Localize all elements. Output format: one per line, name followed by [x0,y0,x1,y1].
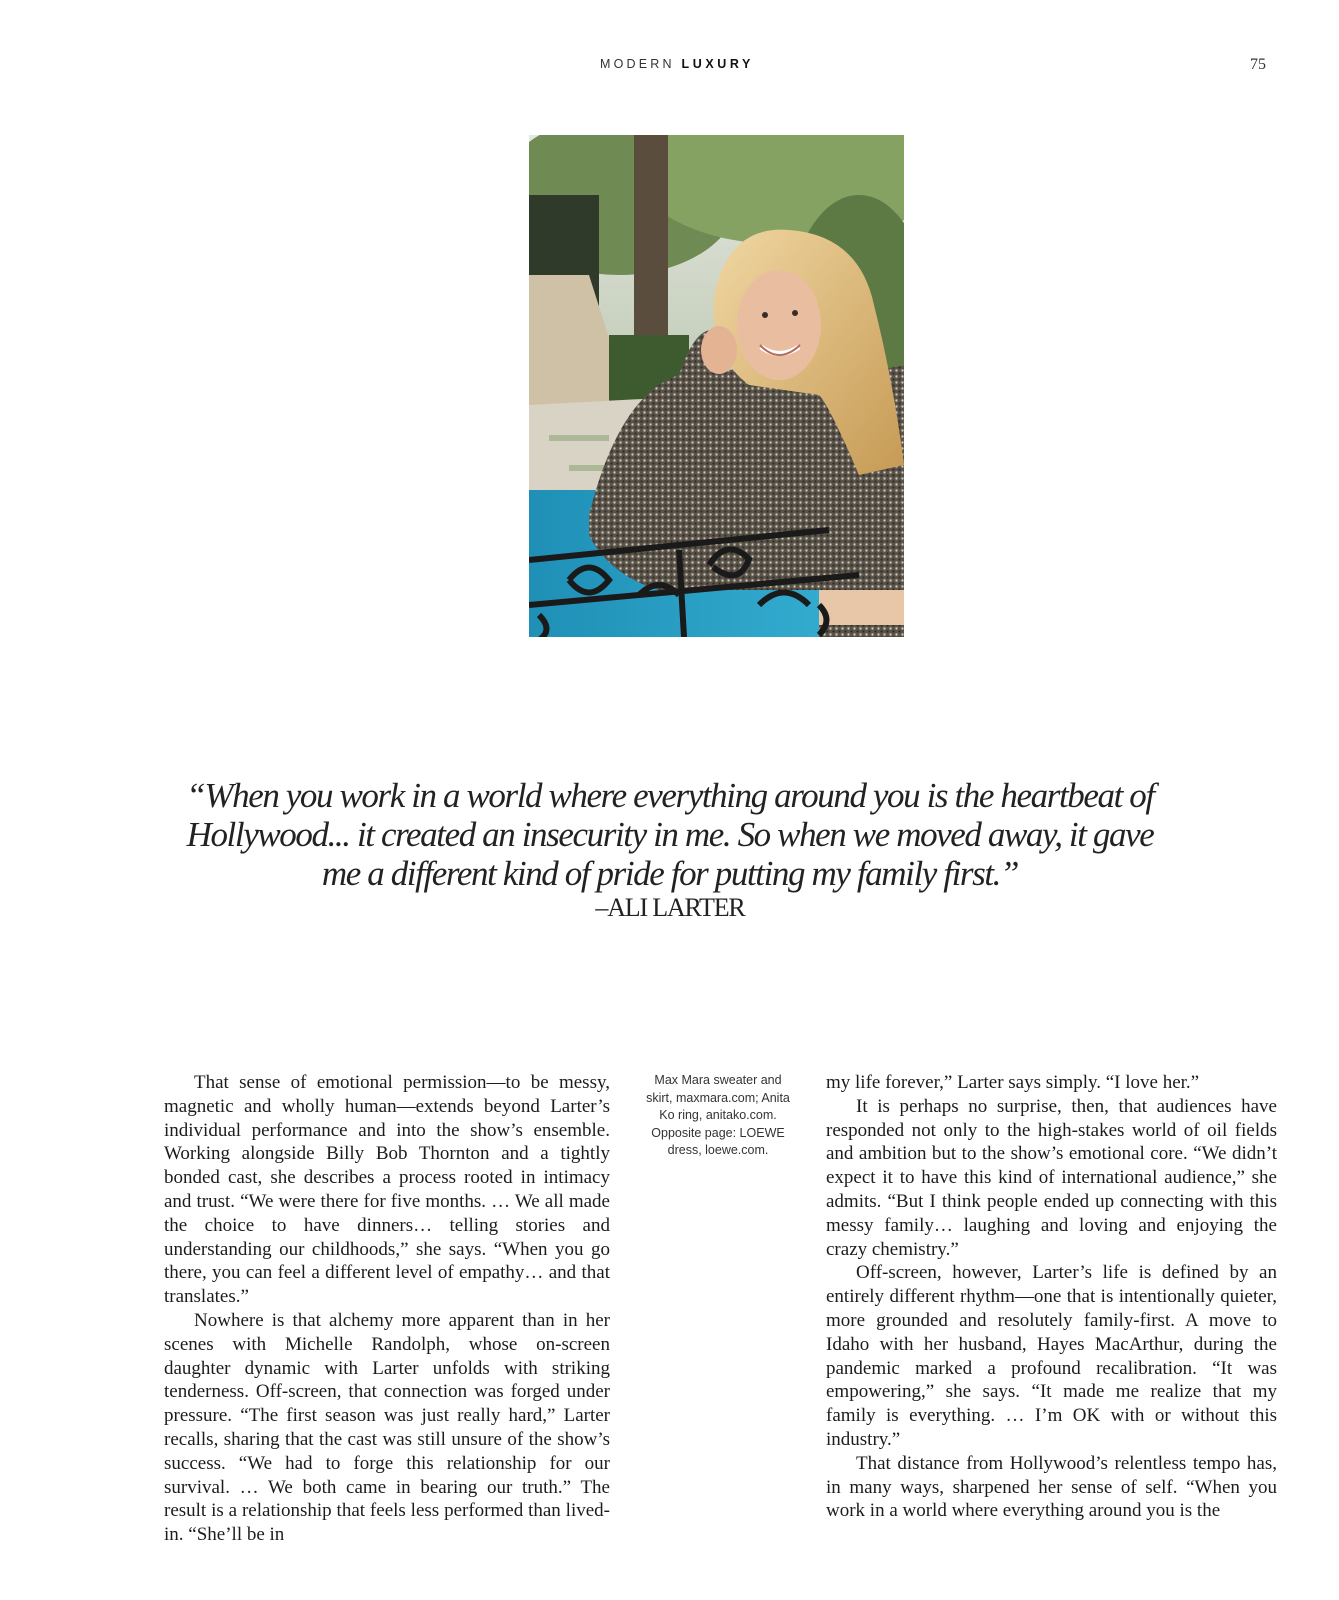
masthead-light: MODERN [600,57,675,71]
portrait-photo-icon [529,135,904,637]
article-paragraph: my life forever,” Larter says simply. “I love her.” [826,1072,1200,1093]
masthead-bold: LUXURY [681,57,754,71]
pull-quote: “When you work in a world where everything around you is the heartbeat of Hollywood... it created an insecurity in me. So when we moved away, it gave me a different kind of pride for putting my family first.” [186,776,1154,893]
article-paragraph: It is perhaps no surprise, then, that audiences have responded not only to the high-stakes world of oil fields and ambition but to the show’s emotional core. “We didn’t expect it to have this kind of international audience,” she admits. “But I think people ended up connecting with this messy family… laughing and loving and enjoying the crazy chemistry.” [826,1095,1277,1260]
masthead [600,57,820,71]
article-column-right [826,1071,1277,1523]
article-column-left [164,1071,610,1547]
pull-quote-attribution: –ALI LARTER [595,893,745,922]
photo-credit-caption: Max Mara sweater and skirt, maxmara.com; Anita Ko ring, anitako.com. Opposite page: LOEWE dress, loewe.com. [646,1073,790,1157]
article-paragraph: That sense of emotional permission—to be messy, magnetic and wholly human—extends beyond Larter’s individual performance and into the show’s ensemble. Working alongside Billy Bob Thornton and a tightly bonded cast, she describes a process rooted in intimacy and trust. “We were there for five months. … We all made the choice to have dinners… telling stories and understanding our childhoods,” she says. “When you go there, you can feel a different level of empathy… and that translates.” [164,1072,610,1308]
portrait-photo [529,135,904,637]
page-number: 75 [1250,56,1266,73]
article-paragraph: Nowhere is that alchemy more apparent than in her scenes with Michelle Randolph, whose on-screen daughter dynamic with Larter unfolds with striking tenderness. Off-screen, that connection was forged under pressure. “The first season was just really hard,” Larter recalls, sharing that the cast was still unsure of the show’s success. “We had to forge this relationship for our survival. … We both came in bearing our truth.” The result is a relationship that feels less performed than lived-in. “She’ll be in [164,1309,610,1546]
article-paragraph: Off-screen, however, Larter’s life is defined by an entirely different rhythm—one that is intentionally quieter, more grounded and resolutely family-first. A move to Idaho with her husband, Hayes MacArthur, during the pandemic marked a profound recalibration. “It was empowering,” she says. “It made me realize that my family is everything. … I’m OK with or without this industry.” [826,1262,1277,1450]
article-paragraph: That distance from Hollywood’s relentless tempo has, in many ways, sharpened her sense of self. “When you work in a world where everything around you is the [826,1452,1277,1522]
